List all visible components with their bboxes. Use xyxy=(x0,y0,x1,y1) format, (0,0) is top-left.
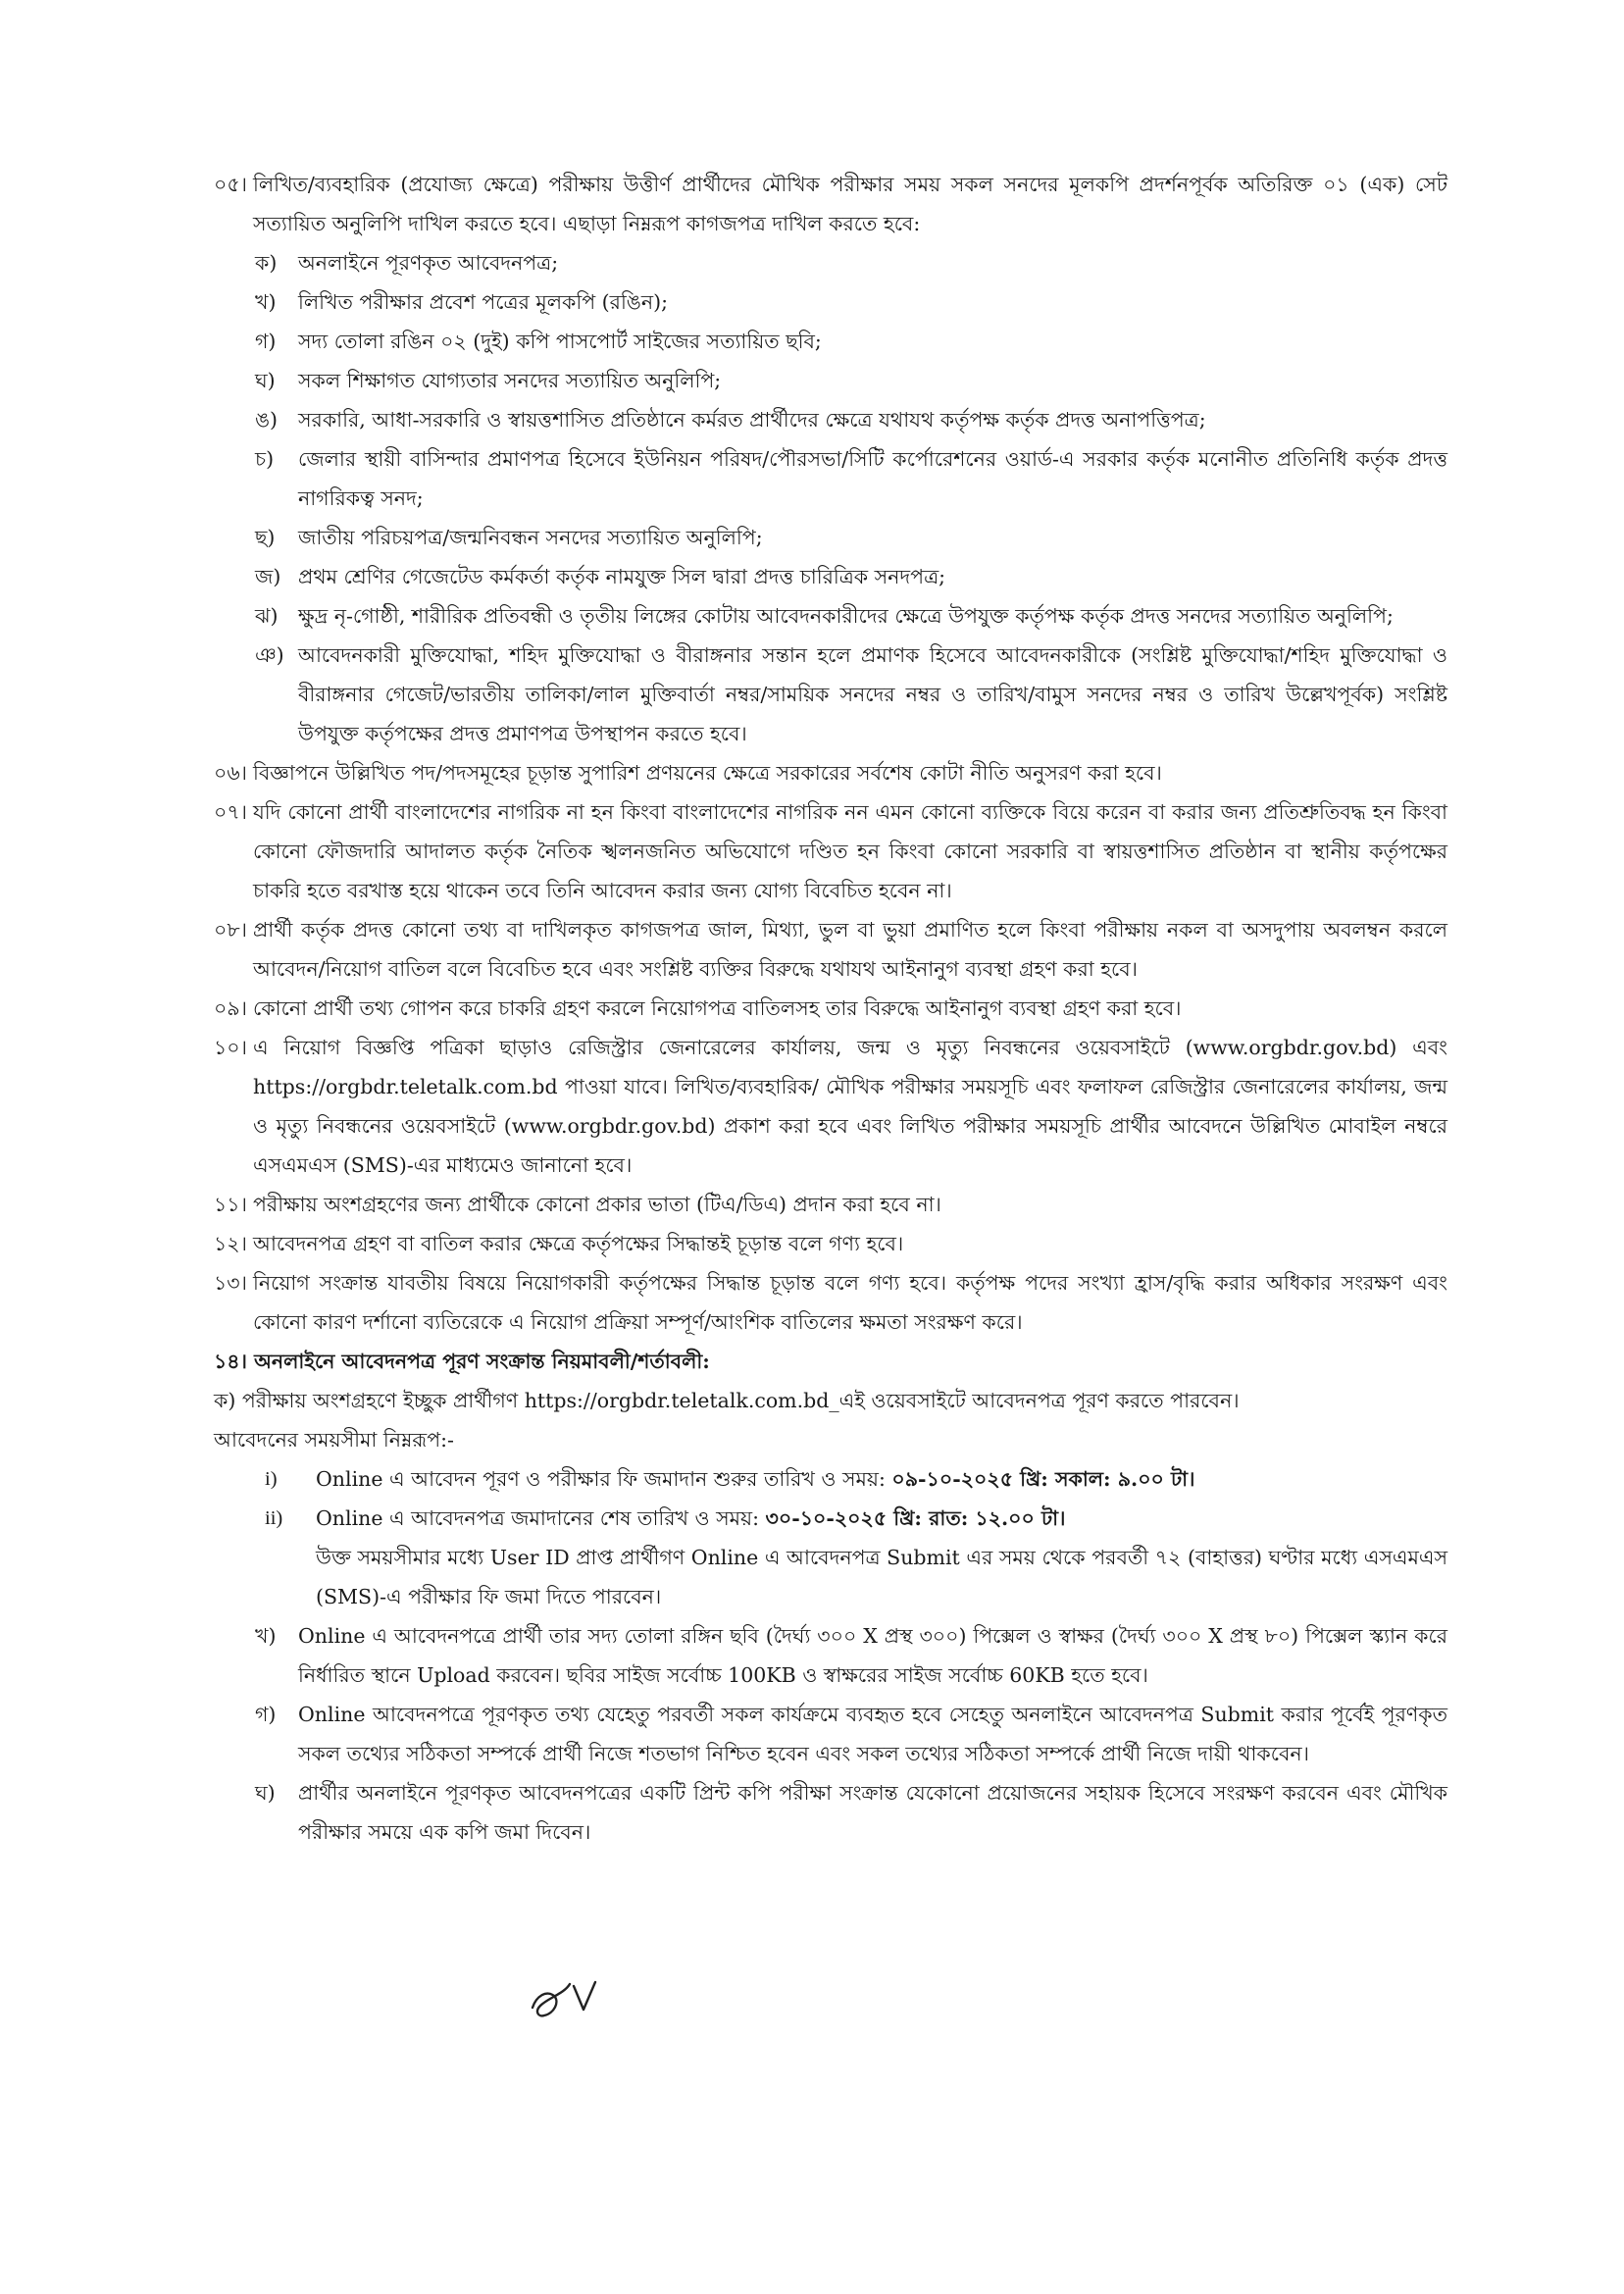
clause-number: ১১। xyxy=(214,1193,247,1216)
clause-text: নিয়োগ সংক্রান্ত যাবতীয় বিষয়ে নিয়োগকারী কর্তৃপক্ষের সিদ্ধান্ত চূড়ান্ত বলে গণ্য হবে। কর্তৃপক্ষ পদের সংখ্যা হ্রাস/বৃদ্ধি করার অধিকার সংরক্ষণ এবং কোনো কারণ দর্শানো ব্যতিরেকে এ নিয়োগ প্রক্রিয়া সম্পূর্ণ/আংশিক বাতিলের ক্ষমতা সংরক্ষণ করে। xyxy=(253,1271,1447,1334)
sub-text: সদ্য তোলা রঙিন ০২ (দুই) কপি পাসপোর্ট সাইজের সত্যায়িত ছবি; xyxy=(298,330,822,353)
sub-item xyxy=(255,400,1447,439)
sub-text: প্রথম শ্রেণির গেজেটেড কর্মকর্তা কর্তৃক নামযুক্ত সিল দ্বারা প্রদত্ত চারিত্রিক সনদপত্র; xyxy=(298,565,946,588)
clause-06 xyxy=(214,753,1447,792)
sub-label: ঙ) xyxy=(255,408,279,432)
sub-label: খ) xyxy=(255,290,277,314)
section-14-sublist xyxy=(214,1616,1447,1852)
clause-13 xyxy=(214,1263,1447,1342)
clause-number: ০৫। xyxy=(214,173,247,196)
clause-text: লিখিত/ব্যবহারিক (প্রযোজ্য ক্ষেত্রে) পরীক্ষায় উত্তীর্ণ প্রার্থীদের মৌখিক পরীক্ষার সময় সকল সনদের মূলকপি প্রদর্শনপূর্বক অতিরিক্ত ০১ (এক) সেট সত্যায়িত অনুলিপি দাখিল করতে হবে। এছাড়া নিম্নরূপ কাগজপত্র দাখিল করতে হবে: xyxy=(253,173,1447,235)
clause-text: যদি কোনো প্রার্থী বাংলাদেশের নাগরিক না হন কিংবা বাংলাদেশের নাগরিক নন এমন কোনো ব্যক্তিকে বিয়ে করেন বা করার জন্য প্রতিশ্রুতিবদ্ধ হন কিংবা কোনো ফৌজদারি আদালত কর্তৃক নৈতিক স্খলনজনিত অভিযোগে দণ্ডিত হন কিংবা কোনো সরকারি বা স্বায়ত্তশাসিত প্রতিষ্ঠান বা স্থানীয় কর্তৃপক্ষের চাকরি হতে বরখাস্ত হয়ে থাকেন তবে তিনি আবেদন করার জন্য যোগ্য বিবেচিত হবেন না। xyxy=(253,800,1447,902)
clause-number: ০৮। xyxy=(214,918,247,942)
clause-12 xyxy=(214,1224,1447,1263)
sub-item xyxy=(255,1695,1447,1773)
sub-label: জ) xyxy=(255,565,281,588)
sub-item xyxy=(255,1616,1447,1695)
sub-text: জেলার স্থায়ী বাসিন্দার প্রমাণপত্র হিসেবে ইউনিয়ন পরিষদ/পৌরসভা/সিটি কর্পোরেশনের ওয়ার্ড-এ সরকার কর্তৃক মনোনীত প্রতিনিধি কর্তৃক প্রদত্ত নাগরিকত্ব সনদ; xyxy=(298,447,1447,510)
sub-text: সকল শিক্ষাগত যোগ্যতার সনদের সত্যায়িত অনুলিপি; xyxy=(298,369,722,392)
handwritten-page-number xyxy=(525,1966,613,2025)
sub-item xyxy=(255,596,1447,636)
sub-label: গ) xyxy=(255,330,277,353)
deadline-end xyxy=(214,1499,1447,1538)
deadline-start xyxy=(214,1459,1447,1499)
sub-item xyxy=(255,243,1447,282)
clause-text: বিজ্ঞাপনে উল্লিখিত পদ/পদসমূহের চূড়ান্ত সুপারিশ প্রণয়নের ক্ষেত্রে সরকারের সর্বশেষ কোটা নীতি অনুসরণ করা হবে। xyxy=(253,761,1162,785)
sub-label: ঘ) xyxy=(255,1781,276,1805)
sub-text: অনলাইনে পূরণকৃত আবেদনপত্র; xyxy=(298,251,559,275)
sub-label: ঞ) xyxy=(255,643,284,667)
clause-text: প্রার্থী কর্তৃক প্রদত্ত কোনো তথ্য বা দাখিলকৃত কাগজপত্র জাল, মিথ্যা, ভুল বা ভুয়া প্রমাণিত হলে কিংবা পরীক্ষায় নকল বা অসদুপায় অবলম্বন করলে আবেদন/নিয়োগ বাতিল বলে বিবেচিত হবে এবং সংশ্লিষ্ট ব্যক্তির বিরুদ্ধে যথাযথ আইনানুগ ব্যবস্থা গ্রহণ করা হবে। xyxy=(253,918,1447,981)
sub-item xyxy=(255,361,1447,400)
clause-text: পরীক্ষায় অংশগ্রহণের জন্য প্রার্থীকে কোনো প্রকার ভাতা (টিএ/ডিএ) প্রদান করা হবে না। xyxy=(253,1193,941,1216)
roman-label: i) xyxy=(265,1468,278,1490)
clause-number: ০৭। xyxy=(214,800,247,824)
clause-11 xyxy=(214,1185,1447,1224)
clause-text: আবেদনপত্র গ্রহণ বা বাতিল করার ক্ষেত্রে কর্তৃপক্ষের সিদ্ধান্তই চূড়ান্ত বলে গণ্য হবে। xyxy=(253,1232,904,1255)
clause-08 xyxy=(214,910,1447,989)
application-period-label: আবেদনের সময়সীমা নিম্নরূপ:- xyxy=(214,1428,454,1452)
sub-text: প্রার্থীর অনলাইনে পূরণকৃত আবেদনপত্রের একটি প্রিন্ট কপি পরীক্ষা সংক্রান্ত যেকোনো প্রয়োজনের সহায়ক হিসেবে সংরক্ষণ করবেন এবং মৌখিক পরীক্ষার সময়ে এক কপি জমা দিবেন। xyxy=(298,1781,1447,1844)
sub-label: ঝ) xyxy=(255,604,279,628)
clause-05-sublist xyxy=(214,243,1447,753)
deadline-start-text: Online এ আবেদন পূরণ ও পরীক্ষার ফি জমাদান শুরুর তারিখ ও সময়: xyxy=(316,1467,892,1491)
sub-label: গ) xyxy=(255,1703,277,1726)
clause-text: এ নিয়োগ বিজ্ঞপ্তি পত্রিকা ছাড়াও রেজিস্ট্রার জেনারেলের কার্যালয়, জন্ম ও মৃত্যু নিবন্ধনের ওয়েবসাইটে (www.orgbdr.gov.bd) এবং https://orgbdr.teletalk.com.bd পাওয়া যাবে। লিখিত/ব্যবহারিক/ মৌখিক পরীক্ষার সময়সূচি এবং ফলাফল রেজিস্ট্রার জেনারেলের কার্যালয়, জন্ম ও মৃত্যু নিবন্ধনের ওয়েবসাইটে (www.orgbdr.gov.bd) প্রকাশ করা হবে এবং লিখিত পরীক্ষার সময়সূচি প্রার্থীর আবেদনে উল্লিখিত মোবাইল নম্বরে এসএমএস (SMS)-এর মাধ্যমেও জানানো হবে। xyxy=(253,1036,1447,1177)
clause-number: ১৩। xyxy=(214,1271,247,1295)
sub-text: জাতীয় পরিচয়পত্র/জন্মনিবন্ধন সনদের সত্যায়িত অনুলিপি; xyxy=(298,526,763,549)
clause-05 xyxy=(214,165,1447,243)
sub-text: লিখিত পরীক্ষার প্রবেশ পত্রের মূলকপি (রঙিন); xyxy=(298,290,668,314)
sub-text: Online আবেদনপত্রে পূরণকৃত তথ্য যেহেতু পরবর্তী সকল কার্যক্রমে ব্যবহৃত হবে সেহেতু অনলাইনে আবেদনপত্র Submit করার পূর্বেই পূরণকৃত সকল তথ্যের সঠিকতা সম্পর্কে প্রার্থী নিজে শতভাগ নিশ্চিত হবেন এবং সকল তথ্যের সঠিকতা সম্পর্কে প্রার্থী নিজে দায়ী থাকবেন। xyxy=(298,1703,1447,1765)
sub-label: চ) xyxy=(255,447,275,471)
sub-text: Online এ আবেদনপত্রে প্রার্থী তার সদ্য তোলা রঙ্গিন ছবি (দৈর্ঘ্য ৩০০ X প্রস্থ ৩০০) পিক্সেল ও স্বাক্ষর (দৈর্ঘ্য ৩০০ X প্রস্থ ৮০) পিক্সেল স্ক্যান করে নির্ধারিত স্থানে Upload করবেন। ছবির সাইজ সর্বোচ্চ 100KB ও স্বাক্ষরের সাইজ সর্বোচ্চ 60KB হতে হবে। xyxy=(298,1624,1447,1687)
sub-text: ক্ষুদ্র নৃ-গোষ্ঠী, শারীরিক প্রতিবন্ধী ও তৃতীয় লিঙ্গের কোটায় আবেদনকারীদের ক্ষেত্রে উপযুক্ত কর্তৃপক্ষ কর্তৃক প্রদত্ত সনদের সত্যায়িত অনুলিপি; xyxy=(298,604,1394,628)
clause-number: ০৬। xyxy=(214,761,247,785)
sub-item xyxy=(255,439,1447,518)
roman-label: ii) xyxy=(265,1507,283,1529)
sub-item xyxy=(255,322,1447,361)
section-14-heading: ১৪। অনলাইনে আবেদনপত্র পূরণ সংক্রান্ত নিয়মাবলী/শর্তাবলী: xyxy=(214,1350,710,1373)
sub-label: খ) xyxy=(255,1624,277,1648)
sub-label: ঘ) xyxy=(255,369,276,392)
sub-text: সরকারি, আধা-সরকারি ও স্বায়ত্তশাসিত প্রতিষ্ঠানে কর্মরত প্রার্থীদের ক্ষেত্রে যথাযথ কর্তৃপক্ষ কর্তৃক প্রদত্ত অনাপত্তিপত্র; xyxy=(298,408,1206,432)
sub-item xyxy=(255,557,1447,596)
clause-number: ০৯। xyxy=(214,996,247,1020)
sub-label: ছ) xyxy=(255,526,276,549)
deadline-start-date: ০৯-১০-২০২৫ খ্রি: সকাল: ৯.০০ টা। xyxy=(891,1467,1195,1491)
fee-deadline-note: উক্ত সময়সীমার মধ্যে User ID প্রাপ্ত প্রার্থীগণ Online এ আবেদনপত্র Submit এর সময় থেকে পরবর্তী ৭২ (বাহাত্তর) ঘণ্টার মধ্যে এসএমএস (SMS)-এ পরীক্ষার ফি জমা দিতে পারবেন। xyxy=(316,1546,1447,1608)
section-14-ka: ক) পরীক্ষায় অংশগ্রহণে ইচ্ছুক প্রার্থীগণ https://orgbdr.teletalk.com.bd_এই ওয়েবসাইটে আবেদনপত্র পূরণ করতে পারবেন। xyxy=(214,1389,1240,1412)
clause-number: ১০। xyxy=(214,1036,247,1059)
clause-text: কোনো প্রার্থী তথ্য গোপন করে চাকরি গ্রহণ করলে নিয়োগপত্র বাতিলসহ তার বিরুদ্ধে আইনানুগ ব্যবস্থা গ্রহণ করা হবে। xyxy=(253,996,1182,1020)
deadline-end-date: ৩০-১০-২০২৫ খ্রি: রাত: ১২.০০ টা। xyxy=(765,1506,1066,1530)
sub-text: আবেদনকারী মুক্তিযোদ্ধা, শহিদ মুক্তিযোদ্ধা ও বীরাঙ্গনার সন্তান হলে প্রমাণক হিসেবে আবেদনকারীকে (সংশ্লিষ্ট মুক্তিযোদ্ধা/শহিদ মুক্তিযোদ্ধা ও বীরাঙ্গনার গেজেট/ভারতীয় তালিকা/লাল মুক্তিবার্তা নম্বর/সাময়িক সনদের নম্বর ও তারিখ/বামুস সনদের নম্বর ও তারিখ উল্লেখপূর্বক) সংশ্লিষ্ট উপযুক্ত কর্তৃপক্ষের প্রদত্ত প্রমাণপত্র উপস্থাপন করতে হবে। xyxy=(298,643,1447,745)
clause-10 xyxy=(214,1028,1447,1185)
sub-item xyxy=(255,1773,1447,1852)
clause-07 xyxy=(214,792,1447,910)
sub-label: ক) xyxy=(255,251,278,275)
clause-number: ১২। xyxy=(214,1232,247,1255)
sub-item xyxy=(255,282,1447,322)
deadline-end-text: Online এ আবেদনপত্র জমাদানের শেষ তারিখ ও সময়: xyxy=(316,1506,766,1530)
clause-09 xyxy=(214,989,1447,1028)
sub-item xyxy=(255,636,1447,753)
sub-item xyxy=(255,518,1447,557)
